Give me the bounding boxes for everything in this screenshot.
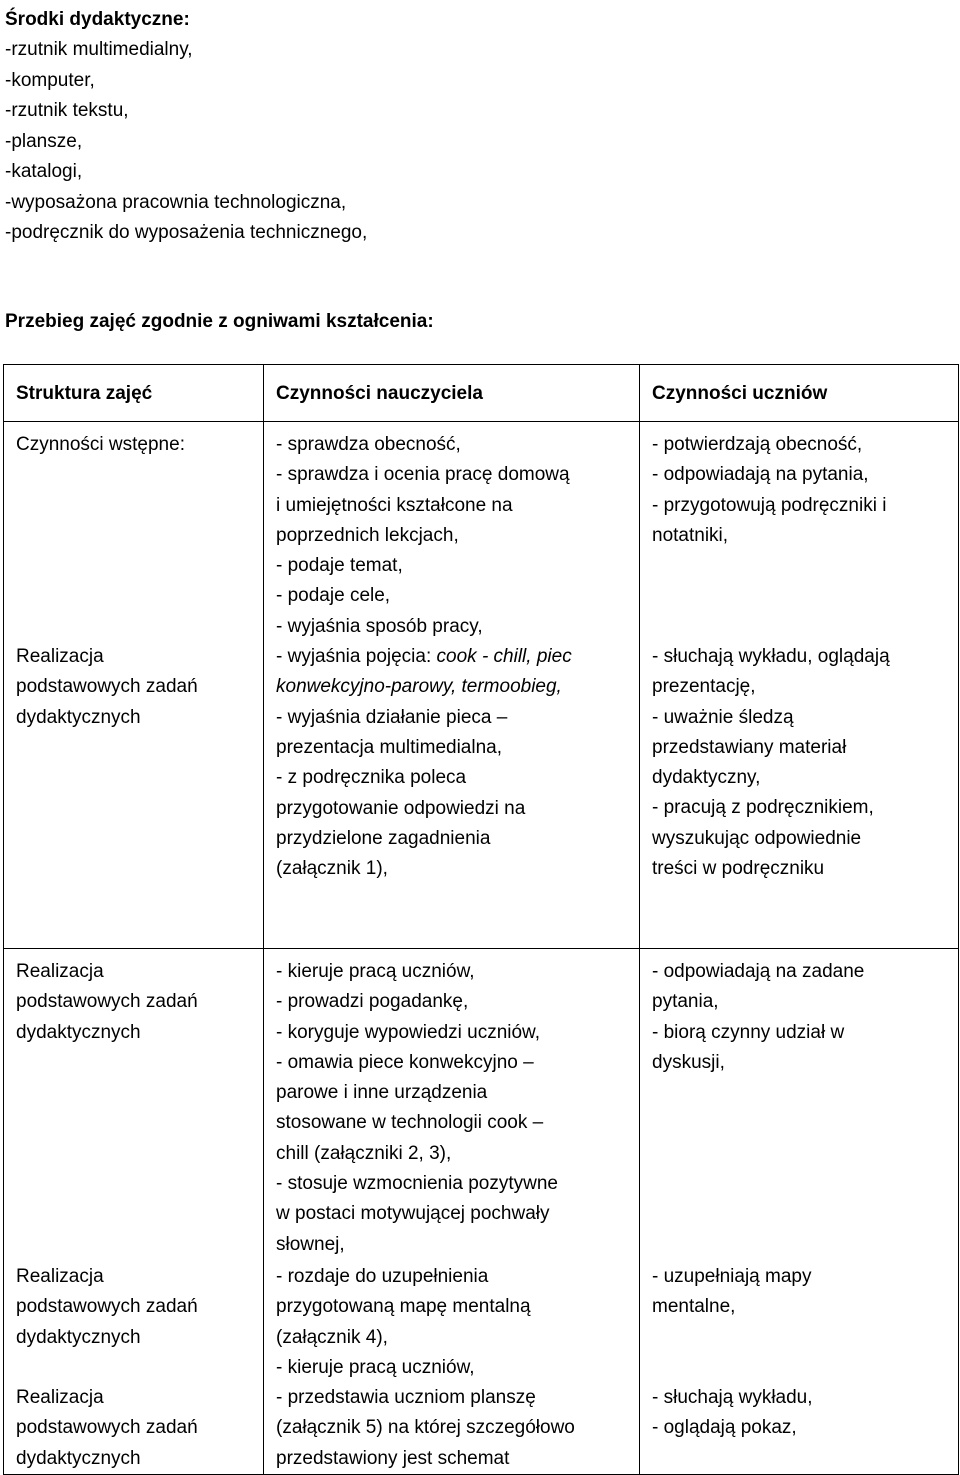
- student-activity: prezentację,: [652, 676, 756, 698]
- teacher-activity: - wyjaśnia sposób pracy,: [276, 615, 483, 637]
- teacher-activities-cell: [264, 949, 640, 1475]
- teacher-activity: parowe i inne urządzenia: [276, 1082, 488, 1104]
- header-student-activities: Czynności uczniów: [640, 365, 959, 422]
- teacher-activity: - kieruje pracą uczniów,: [276, 961, 475, 982]
- teacher-activity: - przedstawia uczniom planszę: [276, 1387, 536, 1408]
- stage-label: podstawowych zadań: [16, 676, 198, 698]
- student-activity: notatniki,: [652, 524, 729, 546]
- student-activity: - biorą czynny udział w: [652, 1021, 845, 1043]
- teaching-aid-item: -katalogi,: [5, 161, 83, 182]
- teacher-activity: - sprawdza obecność,: [276, 434, 461, 455]
- structure-cell: [4, 949, 264, 1475]
- teacher-activity-concepts: [276, 642, 631, 672]
- concepts-terms-continued: konwekcyjno-parowy, termoobieg,: [276, 676, 562, 698]
- teacher-activity: przydzielone zagadnienia: [276, 827, 491, 849]
- teacher-activity: - z podręcznika poleca: [276, 767, 467, 789]
- teacher-activity: - stosuje wzmocnienia pozytywne: [276, 1173, 558, 1195]
- student-activity: - słuchają wykładu, oglądają: [652, 646, 890, 667]
- teaching-aid-item: -rzutnik multimedialny,: [5, 39, 193, 60]
- teacher-activity: słownej,: [276, 1233, 345, 1255]
- teacher-activity: (załącznik 5) na której szczegółowo: [276, 1417, 575, 1439]
- stage-label: dydaktycznych: [16, 1326, 141, 1348]
- stage-label: Realizacja: [16, 646, 104, 667]
- student-activity: wyszukując odpowiednie: [652, 827, 862, 849]
- student-activity: dyskusji,: [652, 1051, 725, 1073]
- table-row: [4, 949, 959, 1475]
- table-row: [4, 422, 959, 949]
- concepts-prefix: - wyjaśnia pojęcia:: [276, 646, 437, 668]
- student-activity: - przygotowują podręczniki i: [652, 494, 887, 516]
- stage-label: dydaktycznych: [16, 706, 141, 728]
- student-activity: - pracują z podręcznikiem,: [652, 797, 874, 819]
- teacher-activity: - podaje cele,: [276, 585, 391, 607]
- teacher-activity: stosowane w technologii cook –: [276, 1112, 544, 1134]
- teacher-activity: - kieruje pracą uczniów,: [276, 1356, 475, 1378]
- teaching-aid-item: -komputer,: [5, 69, 95, 91]
- stage-label: dydaktycznych: [16, 1447, 141, 1469]
- teacher-activity: - podaje temat,: [276, 555, 403, 577]
- stage-label: dydaktycznych: [16, 1021, 141, 1043]
- teacher-activity: i umiejętności kształcone na: [276, 494, 513, 516]
- student-activity: - potwierdzają obecność,: [652, 434, 863, 455]
- student-activity: - słuchają wykładu,: [652, 1387, 813, 1408]
- stage-label: podstawowych zadań: [16, 1296, 198, 1318]
- stage-label: Realizacja: [16, 1266, 104, 1287]
- student-activity: - uważnie śledzą: [652, 706, 794, 728]
- teacher-activity: przygotowanie odpowiedzi na: [276, 797, 526, 819]
- student-activity: - odpowiadają na zadane: [652, 961, 865, 982]
- teaching-aid-item: -rzutnik tekstu,: [5, 100, 129, 121]
- teacher-activities-cell: [264, 422, 640, 949]
- student-activity: przedstawiany materiał: [652, 736, 847, 758]
- student-activity: pytania,: [652, 991, 719, 1013]
- structure-cell: [4, 422, 264, 949]
- teacher-activity: przedstawiony jest schemat: [276, 1447, 510, 1469]
- student-activity: - oglądają pokaz,: [652, 1417, 797, 1439]
- teacher-activity: w postaci motywującej pochwały: [276, 1203, 550, 1225]
- teacher-activity: chill (załączniki 2, 3),: [276, 1142, 452, 1164]
- student-activity: - uzupełniają mapy: [652, 1266, 812, 1287]
- teaching-aid-item: -wyposażona pracownia technologiczna,: [5, 191, 347, 213]
- teacher-activity: - koryguje wypowiedzi uczniów,: [276, 1021, 541, 1043]
- teacher-activity: - wyjaśnia działanie pieca –: [276, 706, 508, 728]
- teacher-activity: (załącznik 4),: [276, 1326, 388, 1348]
- teaching-aid-item: -podręcznik do wyposażenia technicznego,: [5, 222, 368, 243]
- teaching-aids-title: Środki dydaktyczne:: [5, 9, 190, 30]
- teacher-activity: (załącznik 1),: [276, 858, 388, 880]
- teacher-activity: - rozdaje do uzupełnienia: [276, 1266, 489, 1287]
- teacher-activity: - sprawdza i ocenia pracę domową: [276, 464, 570, 486]
- header-teacher-activities: Czynności nauczyciela: [264, 365, 640, 422]
- table-header-row: [4, 365, 959, 422]
- teaching-aid-item: -plansze,: [5, 130, 83, 152]
- stage-label: podstawowych zadań: [16, 991, 198, 1013]
- teacher-activity: - omawia piece konwekcyjno –: [276, 1051, 534, 1073]
- concepts-terms: cook - chill, piec: [436, 646, 572, 668]
- lesson-process-title: Przebieg zajęć zgodnie z ogniwami kształcenia:: [5, 311, 434, 332]
- stage-label: Realizacja: [16, 961, 104, 982]
- teacher-activity: poprzednich lekcjach,: [276, 524, 459, 546]
- teaching-aids-section: [5, 4, 945, 249]
- student-activities-cell: [640, 949, 959, 1475]
- lesson-process-table: [3, 364, 959, 1475]
- student-activities-cell: [640, 422, 959, 949]
- teacher-activity: - prowadzi pogadankę,: [276, 991, 469, 1013]
- teacher-activity: prezentacja multimedialna,: [276, 736, 503, 758]
- stage-label: podstawowych zadań: [16, 1417, 198, 1439]
- teacher-activity: przygotowaną mapę mentalną: [276, 1296, 531, 1318]
- student-activity: treści w podręczniku: [652, 858, 825, 880]
- student-activity: dydaktyczny,: [652, 767, 761, 789]
- student-activity: - odpowiadają na pytania,: [652, 464, 869, 486]
- student-activity: mentalne,: [652, 1296, 736, 1318]
- stage-label: Realizacja: [16, 1387, 104, 1408]
- stage-label: Czynności wstępne:: [16, 434, 185, 455]
- header-structure: Struktura zajęć: [4, 365, 264, 422]
